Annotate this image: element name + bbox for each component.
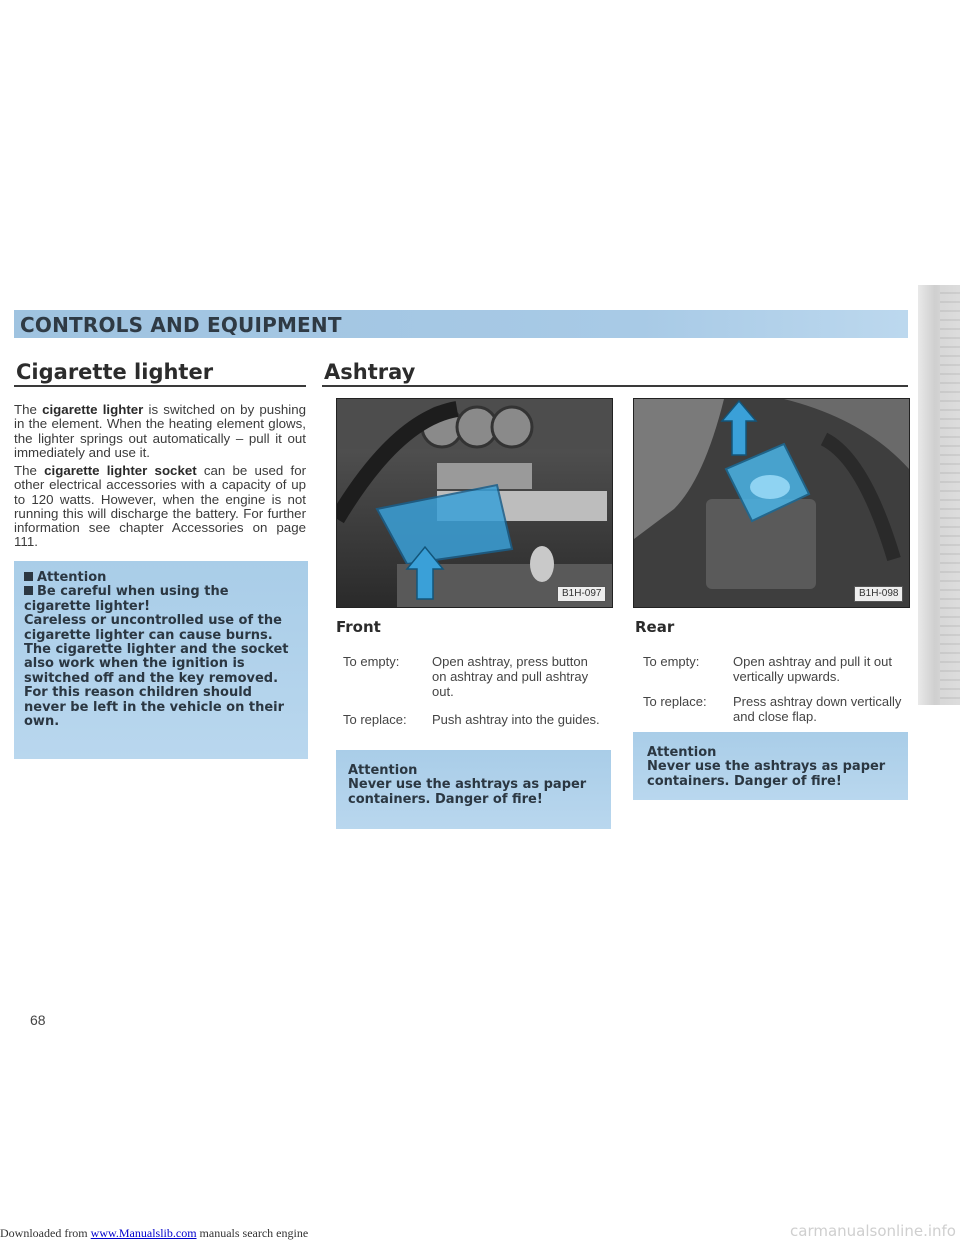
lighter-socket-term: cigarette lighter socket xyxy=(44,463,197,478)
page-number: 68 xyxy=(30,1012,46,1028)
lighter-socket-paragraph: The cigarette lighter socket can be used for other electrical accessories with a capacity of up to 120 watts. However, when the engine is not running this will discharge the battery. For further information see chapter Accessories on page 111. xyxy=(14,463,307,550)
attention-line: The cigarette lighter and the socket also work when the ignition is switched off and the key removed. xyxy=(24,642,289,686)
page-edge-tab-stripes xyxy=(940,285,960,705)
attention-title: Attention xyxy=(647,745,717,760)
section-banner xyxy=(14,310,908,338)
photo-label: B1H-098 xyxy=(854,586,903,602)
attention-title: Attention xyxy=(24,571,296,585)
lighter-term: cigarette lighter xyxy=(42,402,144,417)
heading-rule xyxy=(322,385,908,387)
photo-label: B1H-097 xyxy=(557,586,606,602)
front-subheading: Front xyxy=(336,618,381,636)
download-footer: Downloaded from www.Manualslib.com manuals search engine xyxy=(0,1226,309,1240)
front-attention-box xyxy=(336,750,611,829)
attention-line: Be careful when using the cigarette lighter! xyxy=(24,584,229,614)
bullet-icon xyxy=(24,572,33,581)
rear-empty-text: Open ashtray and pull it out vertically upwards. xyxy=(733,654,892,684)
rear-attention-box xyxy=(633,732,908,800)
rear-replace-text: Press ashtray down vertically and close flap. xyxy=(733,694,902,724)
section-banner-title: CONTROLS AND EQUIPMENT xyxy=(20,313,342,337)
rear-empty-label: To empty: xyxy=(643,654,700,669)
manualslib-link[interactable]: www.Manualslib.com xyxy=(90,1226,197,1240)
front-replace-label: To replace: xyxy=(343,712,407,727)
front-ashtray-photo xyxy=(336,398,613,608)
front-empty-label: To empty: xyxy=(343,654,400,669)
front-empty-text: Open ashtray, press button on ashtray and pull ashtray out. xyxy=(432,654,589,699)
bullet-icon xyxy=(24,586,33,595)
front-replace-text: Push ashtray into the guides. xyxy=(432,712,600,727)
cigarette-lighter-heading: Cigarette lighter xyxy=(16,360,214,384)
attention-line: Careless or uncontrolled use of the cigarette lighter can cause burns. xyxy=(24,613,282,643)
attention-title: Attention xyxy=(348,763,418,778)
watermark: carmanualsonline.info xyxy=(790,1222,956,1240)
lighter-paragraph: The cigarette lighter is switched on by pushing in the element. When the heating element glows, the lighter springs out automatically – pull it out immediately and use it. xyxy=(14,402,306,460)
heading-rule xyxy=(14,385,306,387)
rear-replace-label: To replace: xyxy=(643,694,707,709)
attention-line: For this reason children should never be left in the vehicle on their own. xyxy=(24,685,285,730)
rear-subheading: Rear xyxy=(635,618,675,636)
lighter-attention-box xyxy=(14,561,308,759)
attention-text: Never use the ashtrays as paper containers. Danger of fire! xyxy=(647,759,886,789)
attention-text: Never use the ashtrays as paper containers. Danger of fire! xyxy=(348,777,587,807)
ashtray-heading: Ashtray xyxy=(324,360,416,384)
rear-ashtray-photo xyxy=(633,398,910,608)
